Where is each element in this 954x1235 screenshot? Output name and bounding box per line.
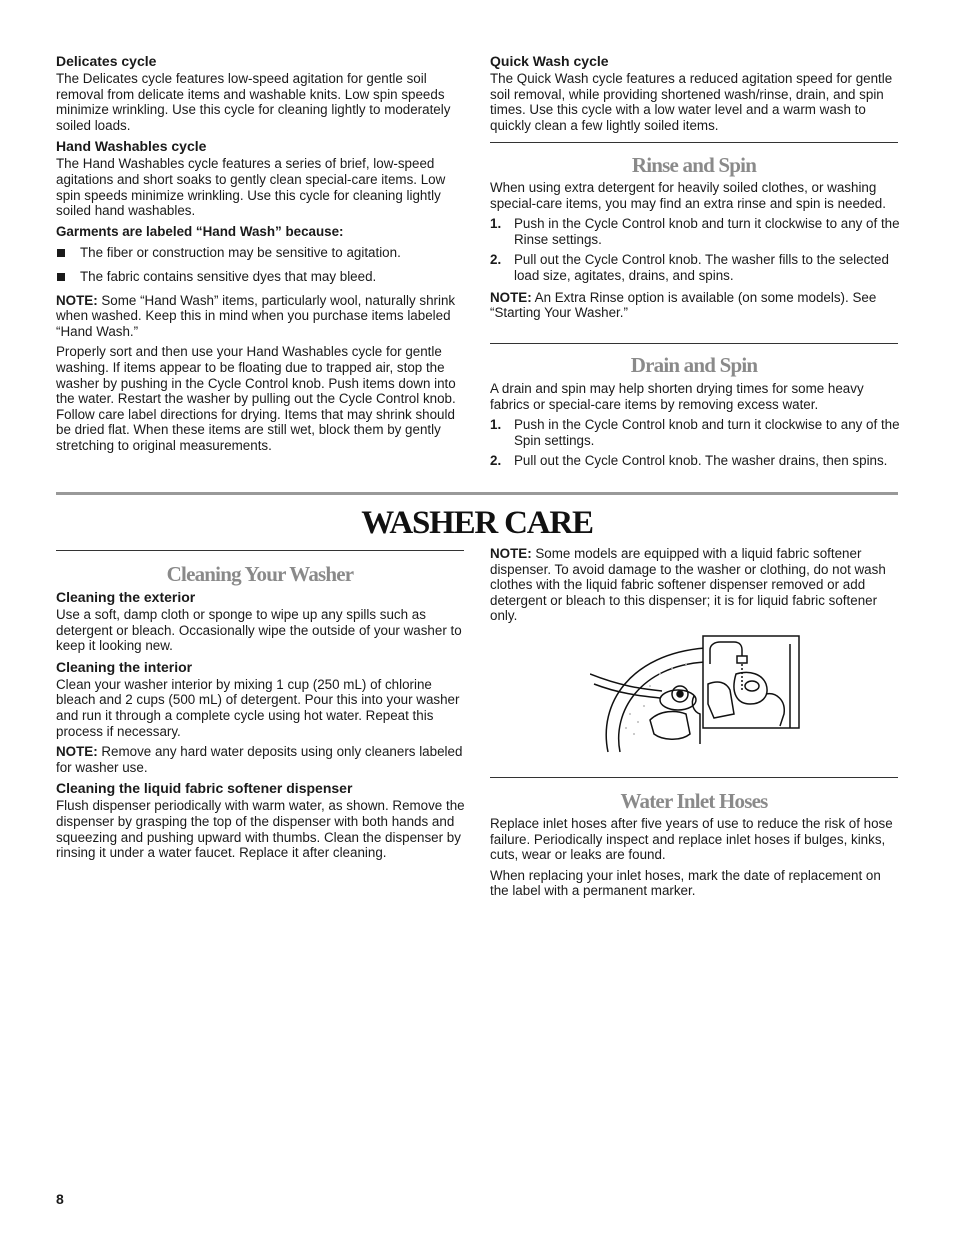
hand-wash-note: [56, 293, 466, 340]
exterior-heading: Cleaning the exterior: [56, 589, 196, 605]
hand-washables-heading: Hand Washables cycle: [56, 138, 207, 155]
hand-washables-body2: Properly sort and then use your Hand Washables cycle for gentle washing. If items appear to be floating due to trapped air, stop the washer by pushing in the Cycle Control knob. Push items down into the water. Restart the washer by pulling out the Cycle Control knob. Follow care label directions for drying. Items that may shrink should be dried flat. When these items are still wet, block them by gently stretching to original measurements.: [56, 344, 456, 453]
note-text: Some “Hand Wash” items, particularly wool, naturally shrink when washed. Keep this in mind when you purchase items labeled “Hand Wash.”: [56, 292, 456, 339]
drain-spin-section: [490, 381, 900, 475]
top-right-column: [490, 53, 900, 138]
exterior-body: Use a soft, damp cloth or sponge to wipe up any spills such as detergent or bleach. Occasionally wipe the outside of your washer to keep it looking new.: [56, 607, 462, 654]
rinse-spin-steps: [490, 216, 900, 283]
water-inlet-hoses-title: Water Inlet Hoses: [620, 789, 768, 813]
dispenser-illustration: [590, 634, 802, 754]
note-label: NOTE:: [56, 744, 98, 760]
hoses-body1: Replace inlet hoses after five years of use to reduce the risk of hose failure. Periodically inspect and replace inlet hoses if bulges, kinks, cuts, wear or leaks are found.: [490, 816, 893, 863]
delicates-body: The Delicates cycle features low-speed agitation for gentle soil removal from delicate items and washable knits. Low spin speeds minimize wrinkling. Use this cycle for cleaning lightly to moderately soiled loads.: [56, 71, 451, 133]
section-divider: [490, 343, 898, 344]
rinse-spin-title: Rinse and Spin: [631, 153, 757, 177]
main-divider: [56, 492, 898, 495]
note-label: NOTE:: [490, 546, 532, 561]
quick-wash-body: The Quick Wash cycle features a reduced agitation speed for gentle soil removal, while providing shortened wash/rinse, drain, and spin times. Use this cycle with a low water level and a warm wash to quickly clean a few lightly soiled items.: [490, 71, 893, 133]
step-text: Push in the Cycle Control knob and turn it clockwise to any of the Spin settings.: [514, 417, 900, 448]
rinse-spin-section: [490, 180, 900, 326]
note-text: Some models are equipped with a liquid fabric softener dispenser. To avoid damage to the washer or clothing, do not wash clothes with the liquid fabric softener dispenser removed or add detergent or bleach to this dispenser; it is for liquid fabric softener only.: [490, 546, 886, 624]
hand-washables-body: The Hand Washables cycle features a series of brief, low-speed agitations and short soaks to gently clean special-care items. Low spin speeds minimize wrinkling. Use this cycle for cleaning lightly soiled hand washables.: [56, 156, 446, 219]
step-item: [490, 453, 900, 469]
quick-wash-heading: Quick Wash cycle: [490, 53, 609, 69]
step-text: Pull out the Cycle Control knob. The washer fills to the selected load size, agitates, drains, and spins.: [514, 252, 889, 283]
step-number: 2.: [490, 453, 502, 469]
bullet-square-icon: [57, 273, 65, 281]
step-number: 2.: [490, 252, 502, 268]
cleaning-section: [56, 589, 466, 866]
softener-note-block: [490, 546, 900, 629]
section-divider: [56, 550, 464, 551]
interior-heading: Cleaning the interior: [56, 658, 193, 675]
step-number: 1.: [490, 417, 502, 433]
step-text: Push in the Cycle Control knob and turn it clockwise to any of the Rinse settings.: [514, 216, 900, 247]
interior-body: Clean your washer interior by mixing 1 cup (250 mL) of chlorine bleach and 2 cups (500 mL) of detergent. Pour this into your washer and run it through a complete cycle using hot water. Repeat this process if necessary.: [56, 676, 460, 739]
drain-spin-steps: [490, 417, 900, 469]
top-left-column: [56, 53, 466, 458]
interior-note: [56, 744, 466, 775]
page-number: 8: [56, 1191, 64, 1207]
softener-note: [490, 546, 900, 624]
step-number: 1.: [490, 216, 502, 232]
hand-wash-bullets: [56, 245, 466, 284]
note-text: An Extra Rinse option is available (on some models). See “Starting Your Washer.”: [490, 289, 877, 321]
dispenser-body: Flush dispenser periodically with warm water, as shown. Remove the dispenser by grasping the top of the dispenser with both hands and squeezing and pushing upward with thumbs. Clean the dispenser by rinsing it under a water faucet. Replace it after cleaning.: [56, 798, 465, 861]
section-divider: [490, 777, 898, 778]
bullet-text: The fiber or construction may be sensitive to agitation.: [80, 245, 401, 261]
hoses-body2: When replacing your inlet hoses, mark the date of replacement on the label with a permanent marker.: [490, 867, 881, 899]
hoses-section: [490, 816, 900, 904]
bullet-text: The fabric contains sensitive dyes that may bleed.: [80, 268, 377, 284]
washer-care-title: WASHER CARE: [361, 505, 593, 541]
section-divider: [490, 142, 898, 143]
step-item: [490, 252, 900, 283]
bullet-item: [56, 269, 466, 285]
drain-spin-title: Drain and Spin: [630, 353, 758, 377]
note-label: NOTE:: [490, 289, 532, 305]
rinse-spin-intro: When using extra detergent for heavily soiled clothes, or washing special-care items, you may find an extra rinse and spin is needed.: [490, 180, 886, 211]
note-label: NOTE:: [56, 292, 98, 308]
hand-wash-lead: Garments are labeled “Hand Wash” because:: [56, 223, 344, 239]
delicates-heading: Delicates cycle: [56, 53, 157, 69]
note-text: Remove any hard water deposits using only cleaners labeled for washer use.: [56, 744, 463, 775]
rinse-spin-note: [490, 290, 900, 321]
cleaning-washer-title: Cleaning Your Washer: [166, 562, 354, 586]
step-item: [490, 216, 900, 247]
bullet-item: [56, 245, 466, 261]
drain-spin-intro: A drain and spin may help shorten drying times for some heavy fabrics or special-care items by removing excess water.: [490, 381, 864, 412]
bullet-square-icon: [57, 249, 65, 257]
dispenser-heading: Cleaning the liquid fabric softener dispenser: [56, 780, 353, 797]
step-text: Pull out the Cycle Control knob. The washer drains, then spins.: [514, 453, 888, 469]
step-item: [490, 417, 900, 448]
